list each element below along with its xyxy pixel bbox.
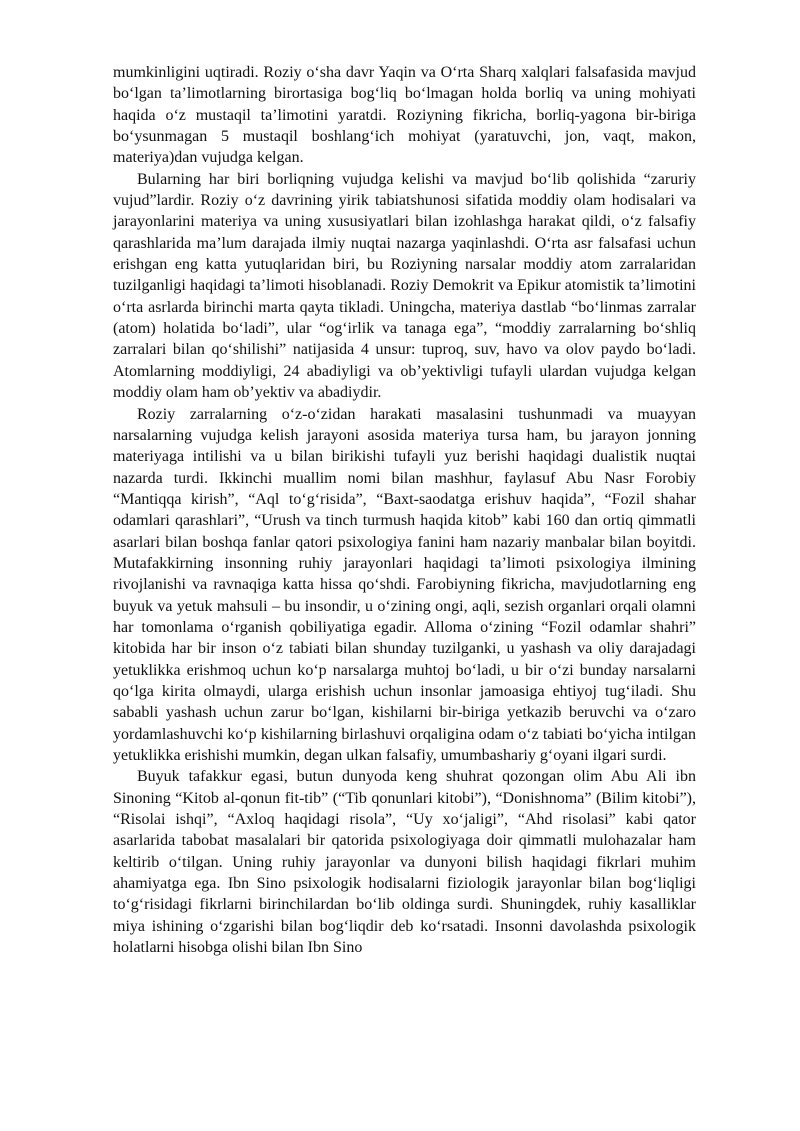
paragraph-2: Bularning har biri borliqning vujudga kelishi va mavjud bo‘lib qolishida “zaruriy vujud”lardir. Roziy o‘z davrining yirik tabiatshunosi sifatida moddiy olam hodisalari va jarayonlarini materiya va uning xususiyatlari bilan izohlashga harakat qildi, o‘z falsafiy qarashlarida ma’lum darajada ilmiy nuqtai nazarga yaqinlashdi. O‘rta asr falsafasi uchun erishgan eng katta yutuqlaridan biri, bu Roziyning narsalar moddiy atom zarralaridan tuzilganligi haqidagi ta’limoti hisoblanadi. Roziy Demokrit va Epikur atomistik ta’limotini o‘rta asrlarda birinchi marta qayta tikladi. Uningcha, materiya dastlab “bo‘linmas zarralar (atom) holatida bo‘ladi”, ular “og‘irlik va tanaga ega”, “moddiy zarralarning bo‘shliq zarralari bilan qo‘shilishi” natijasida 4 unsur: tuproq, suv, havo va olov paydo bo‘ladi. Atomlarning moddiyligi, 24 abadiyligi va ob’yektivligi tufayli ulardan vujudga kelgan moddiy olam ham ob’yektiv va abadiydir. <box>113 170 696 402</box>
document-page <box>113 62 696 958</box>
paragraph-3: Roziy zarralarning o‘z-o‘zidan harakati masalasini tushunmadi va muayyan narsalarning vujudga kelish jarayoni asosida materiya tursa ham, bu jarayon jonning materiyaga intilishi va u bilan birikishi tufayli yuz berishi haqidagi dualistik nuqtai nazarda turdi. Ikkinchi muallim nomi bilan mashhur, faylasuf Abu Nasr Forobiy “Mantiqqa kirish”, “Aql to‘g‘risida”, “Baxt-saodatga erishuv haqida”, “Fozil shahar odamlari qarashlari”, “Urush va tinch turmush haqida kitob” kabi 160 dan ortiq qimmatli asarlari bilan boshqa fanlar qatori psixologiya fanini ham nazariy manbalar bilan boyitdi. Mutafakkirning insonning ruhiy jarayonlari haqidagi ta’limoti psixologiya ilmining rivojlanishi va ravnaqiga katta hissa qo‘shdi. Farobiyning fikricha, mavjudotlarning eng buyuk va yetuk mahsuli – bu insondir, u o‘zining ongi, aqli, sezish organlari orqali olamni har tomonlama o‘rganish qobiliyatiga egadir. Alloma o‘zining “Fozil odamlar shahri” kitobida har bir inson o‘z tabiati bilan shunday tuzilganki, u yashash va oliy darajadagi yetuklikka erishmoq uchun ko‘p narsalarga muhtoj bo‘ladi, u bir o‘zi bunday narsalarni qo‘lga kirita olmaydi, ularga erishish uchun insonlar jamoasiga ehtiyoj tug‘iladi. Shu sababli yashash uchun zarur bo‘lgan, kishilarni bir-biriga yetkazib beruvchi va o‘zaro yordamlashuvchi ko‘p kishilarning birlashuvi orqaligina odam o‘z tabiati bo‘yicha intilgan yetuklikka erishishi mumkin, degan ulkan falsafiy, umumbashariy g‘oyani ilgari surdi. <box>113 405 696 764</box>
paragraph-4: Buyuk tafakkur egasi, butun dunyoda keng shuhrat qozongan olim Abu Ali ibn Sinoning “Kitob al-qonun fit-tib” (“Tib qonunlari kitobi”), “Donishnoma” (Bilim kitobi”), “Risolai ishqi”, “Axloq haqidagi risola”, “Uy xo‘jaligi”, “Ahd risolasi” kabi qator asarlarida tabobat masalalari bir qatorida psixologiyaga doir qimmatli mulohazalar ham keltirib o‘tilgan. Uning ruhiy jarayonlar va dunyoni bilish haqidagi fikrlari muhim ahamiyatga ega. Ibn Sino psixologik hodisalarni fiziologik jarayonlar bilan bog‘liqligi to‘g‘risidagi fikrlarni birinchilardan bo‘lib oldinga surdi. Shuningdek, ruhiy kasalliklar miya ishining o‘zgarishi bilan bog‘liqdir deb ko‘rsatadi. Insonni davolashda psixologik holatlarni hisobga olishi bilan Ibn Sino <box>113 768 696 957</box>
paragraph-1: mumkinligini uqtiradi. Roziy o‘sha davr Yaqin va O‘rta Sharq xalqlari falsafasida mavjud bo‘lgan ta’limotlarning birortasiga bog‘liq bo‘lmagan holda borliq va uning mohiyati haqida o‘z mustaqil ta’limotini yaratdi. Roziyning fikricha, borliq-yagona bir-biriga bo‘ysunmagan 5 mustaqil boshlang‘ich mohiyat (yaratuvchi, jon, vaqt, makon, materiya)dan vujudga kelgan. <box>113 64 696 167</box>
